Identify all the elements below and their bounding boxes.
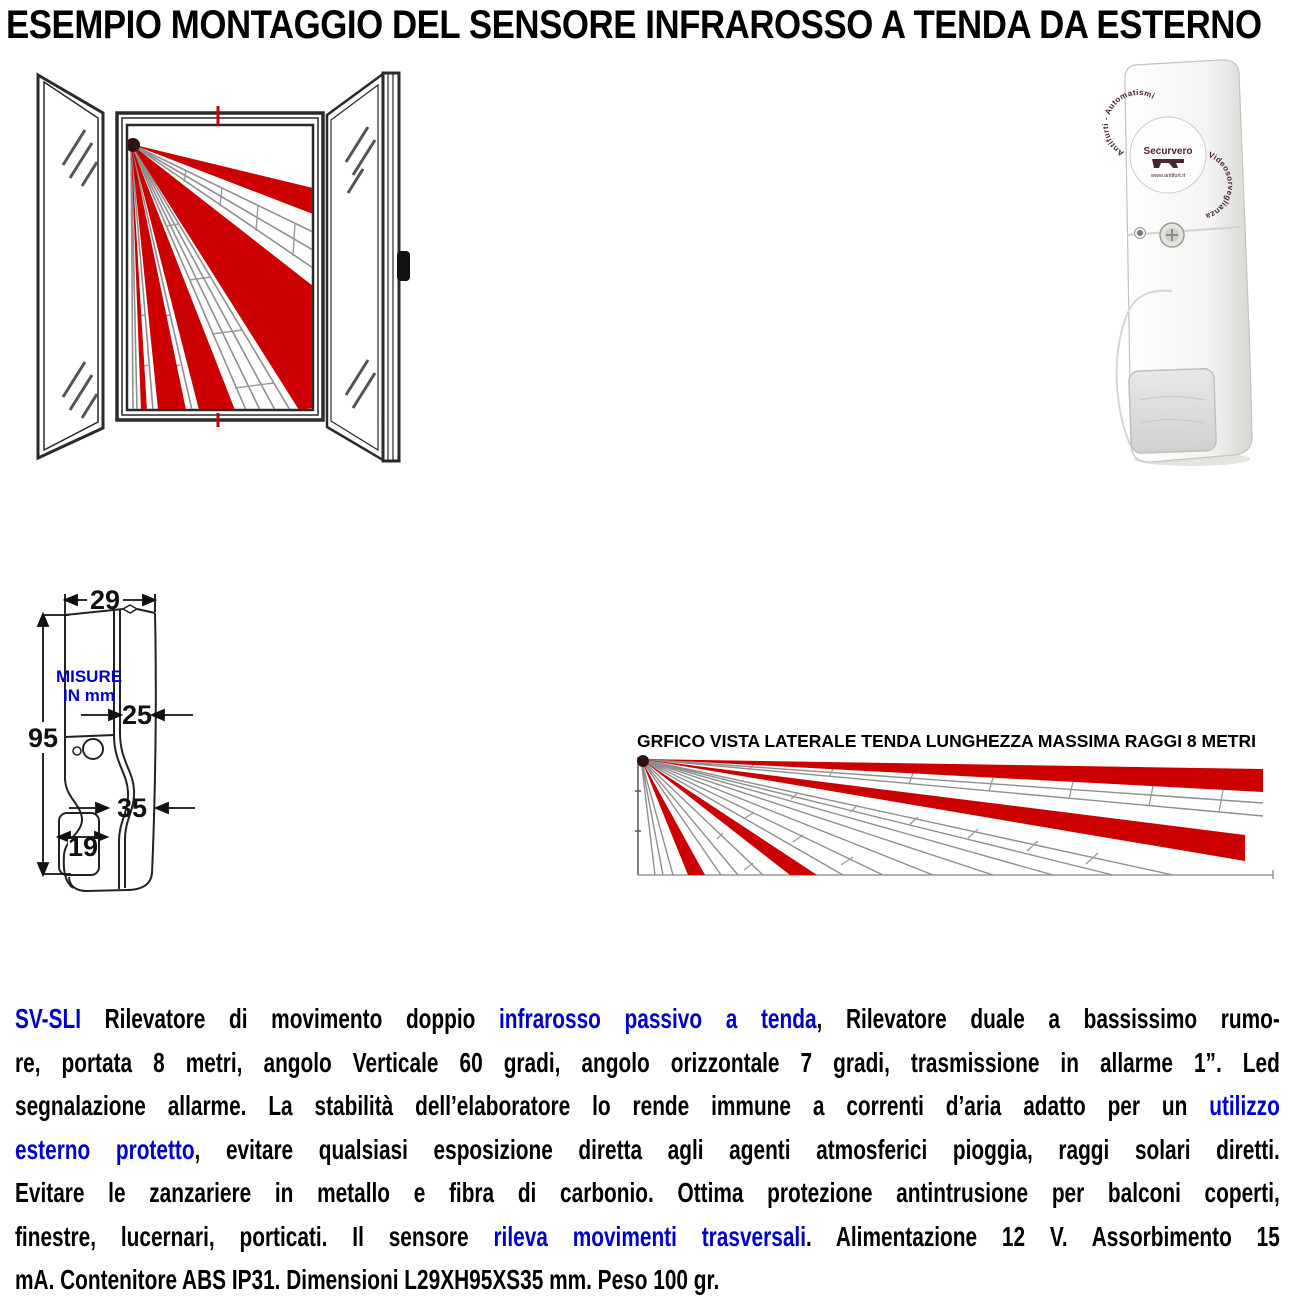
- beam-origin: [637, 755, 649, 767]
- product-description: [15, 997, 1293, 1302]
- glass-reflection-marks: [63, 362, 97, 418]
- led-indicator: [1135, 228, 1146, 239]
- glass-reflection-marks: [63, 130, 97, 186]
- svg-text:Videosorveglianza: Videosorveglianza: [1204, 150, 1236, 221]
- units-note-line2: IN mm: [63, 686, 115, 705]
- svg-text:Antifurti - Automatismi: Antifurti - Automatismi: [1100, 87, 1157, 158]
- product-code: SV-SLI: [15, 1003, 105, 1034]
- right-door: [327, 73, 399, 461]
- window-beam-diagram: [30, 65, 420, 465]
- width-dimension-label: 29: [89, 585, 121, 615]
- product-photo: [1100, 55, 1275, 470]
- red-beams: [641, 759, 1263, 875]
- description-line: esterno protetto, evitare qualsiasi esposizione diretta agli agenti atmosferici pioggia, raggi solari diretti.: [15, 1133, 1280, 1165]
- beam-fan: [126, 138, 313, 410]
- svg-text:www.antifurt.it: www.antifurt.it: [1150, 173, 1186, 179]
- mounting-screw: [1160, 223, 1184, 247]
- beam-origin: [126, 138, 140, 152]
- description-line: finestre, lucernari, porticati. Il sensore rileva movimenti trasversali. Alimentazione 12 V. Assorbimento 15: [15, 1220, 1280, 1252]
- side-view-diagram: [633, 753, 1293, 880]
- description-line: SV-SLI Rilevatore di movimento doppio infrarosso passivo a tenda, Rilevatore duale a bassissimo rumo-: [15, 1003, 1280, 1034]
- lower-depth-dimension-label: 35: [116, 793, 148, 823]
- vertical-axis: [635, 757, 641, 875]
- baseline: [638, 870, 1273, 879]
- svg-text:Securvero: Securvero: [1143, 146, 1193, 157]
- window-handle: [397, 251, 410, 281]
- upper-depth-dimension-label: 25: [121, 700, 153, 730]
- description-line: re, portata 8 metri, angolo Verticale 60 gradi, angolo orizzontale 7 gradi, trasmissione in allarme 1”. Led: [15, 1046, 1280, 1078]
- pir-lens: [1129, 368, 1217, 453]
- description-line: segnalazione allarme. La stabilità dell’elaboratore lo rende immune a correnti d’aria adatto per un utilizzo: [15, 1090, 1280, 1121]
- height-dimension-label: 95: [27, 723, 59, 753]
- page-title: ESEMPIO MONTAGGIO DEL SENSORE INFRAROSSO A TENDA DA ESTERNO: [6, 3, 1262, 47]
- side-view-caption: GRFICO VISTA LATERALE TENDA LUNGHEZZA MASSIMA RAGGI 8 METRI: [637, 731, 1256, 751]
- dimension-drawing: [25, 585, 230, 900]
- description-line: Evitare le zanzariere in metallo e fibra di carbonio. Ottima protezione antintrusione per balconi coperti,: [15, 1177, 1280, 1208]
- description-line: mA. Contenitore ABS IP31. Dimensioni L29XH95XS35 mm. Peso 100 gr.: [15, 1264, 720, 1295]
- glass-reflection-marks: [346, 127, 375, 193]
- glass-reflection-marks: [346, 360, 375, 408]
- units-note-line1: MISURE: [55, 667, 123, 686]
- left-door: [38, 75, 103, 458]
- lens-width-dimension-label: 19: [67, 832, 99, 862]
